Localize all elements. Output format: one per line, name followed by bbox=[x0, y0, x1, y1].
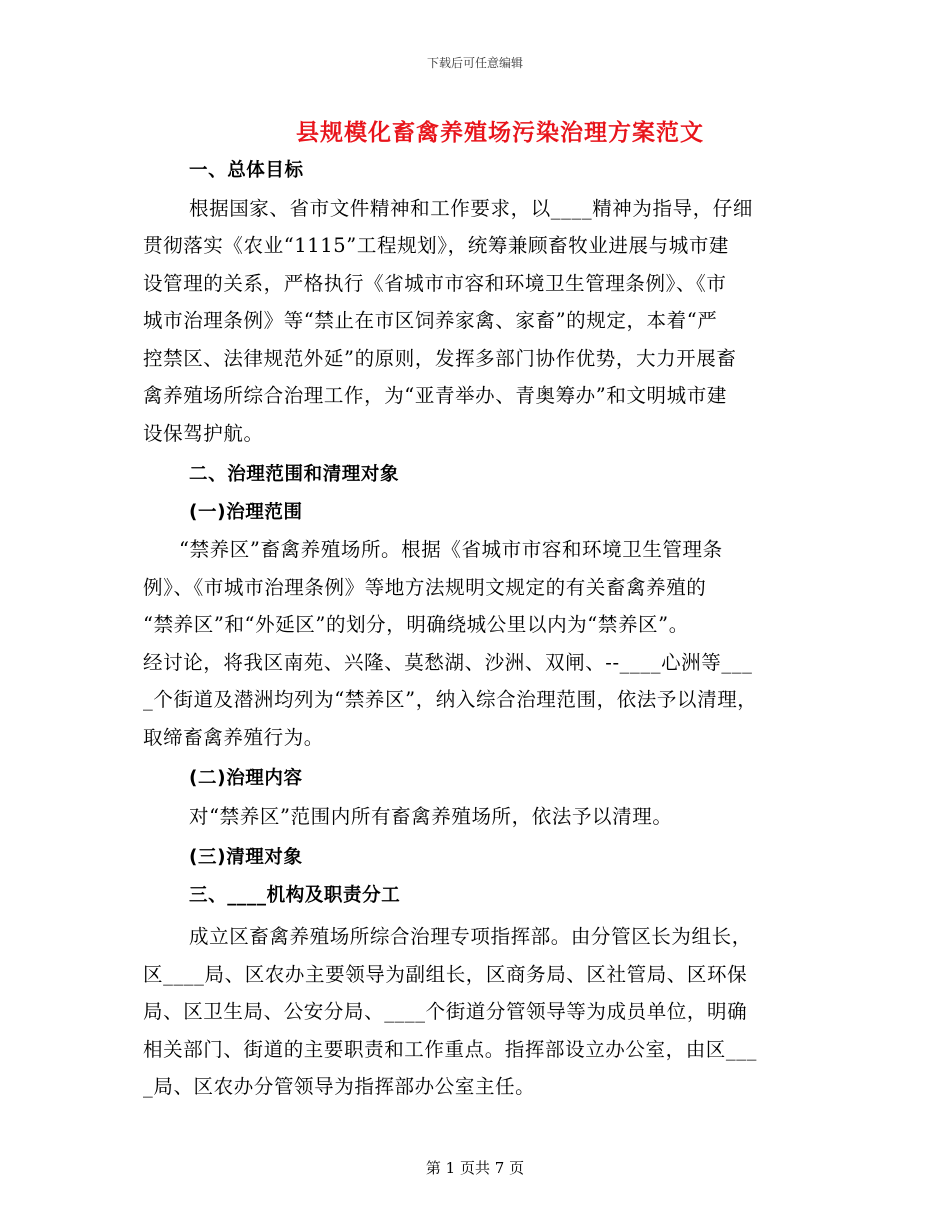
paragraph-line: _个街道及潜洲均列为“禁养区”，纳入综合治理范围，依法予以清理， bbox=[143, 688, 758, 711]
paragraph-line: 根据国家、省市文件精神和工作要求，以____精神为指导，仔细 bbox=[189, 196, 754, 220]
paragraph-line: 贯彻落实《农业“1115”工程规划》，统筹兼顾畜牧业进展与城市建 bbox=[143, 234, 730, 257]
paragraph-line: 相关部门、街道的主要职责和工作重点。指挥部设立办公室，由区___ bbox=[143, 1037, 757, 1061]
paragraph-line: 禽养殖场所综合治理工作，为“亚青举办、青奥筹办”和文明城市建 bbox=[143, 384, 727, 407]
section-heading-2: 二、治理范围和清理对象 bbox=[189, 464, 400, 485]
subsection-heading-3: (三)清理对象 bbox=[189, 847, 303, 868]
paragraph-line: “禁养区”和“外延区”的划分，明确绕城公里以内为“禁养区”。 bbox=[143, 613, 689, 636]
paragraph-line: 控禁区、法律规范外延”的原则，发挥多部门协作优势，大力开展畜 bbox=[143, 346, 737, 370]
header-note: 下载后可任意编辑 bbox=[426, 56, 523, 70]
paragraph-line: 区____局、区农办主要领导为副组长，区商务局、区社管局、区环保 bbox=[143, 962, 748, 986]
paragraph-line: 设保驾护航。 bbox=[143, 421, 264, 445]
subsection-heading-1: (一)治理范围 bbox=[189, 501, 303, 523]
paragraph-line: 设管理的关系，严格执行《省城市市容和环境卫生管理条例》、《市 bbox=[143, 271, 727, 295]
subsection-heading-2: (二)治理内容 bbox=[189, 768, 303, 789]
paragraph-line: 例》、《市城市治理条例》等地方法规明文规定的有关畜禽养殖的 bbox=[143, 575, 707, 599]
paragraph-line: 城市治理条例》等“禁止在市区饲养家禽、家畜”的规定，本着“严 bbox=[143, 309, 718, 332]
paragraph-line: 局、区卫生局、公安分局、____个街道分管领导等为成员单位，明确 bbox=[143, 1000, 748, 1023]
paragraph-line: _局、区农办分管领导为指挥部办公室主任。 bbox=[143, 1075, 536, 1098]
paragraph-line: 经讨论，将我区南苑、兴隆、莫愁湖、沙洲、双闸、--____心洲等___ bbox=[143, 650, 753, 674]
section-heading-3: 三、____机构及职责分工 bbox=[189, 884, 401, 906]
paragraph-line: “禁养区”畜禽养殖场所。根据《省城市市容和环境卫生管理条 bbox=[179, 538, 723, 561]
document-body bbox=[143, 152, 803, 1106]
paragraph-line: 取缔畜禽养殖行为。 bbox=[143, 725, 324, 749]
paragraph-line: 成立区畜禽养殖场所综合治理专项指挥部。由分管区长为组长， bbox=[189, 925, 752, 948]
document-title: 县规模化畜禽养殖场污染治理方案范文 bbox=[296, 119, 704, 146]
page-number: 第 1 页共 7 页 bbox=[425, 1159, 525, 1177]
section-heading-1: 一、总体目标 bbox=[189, 160, 304, 181]
paragraph-line: 对“禁养区”范围内所有畜禽养殖场所，依法予以清理。 bbox=[189, 804, 673, 828]
